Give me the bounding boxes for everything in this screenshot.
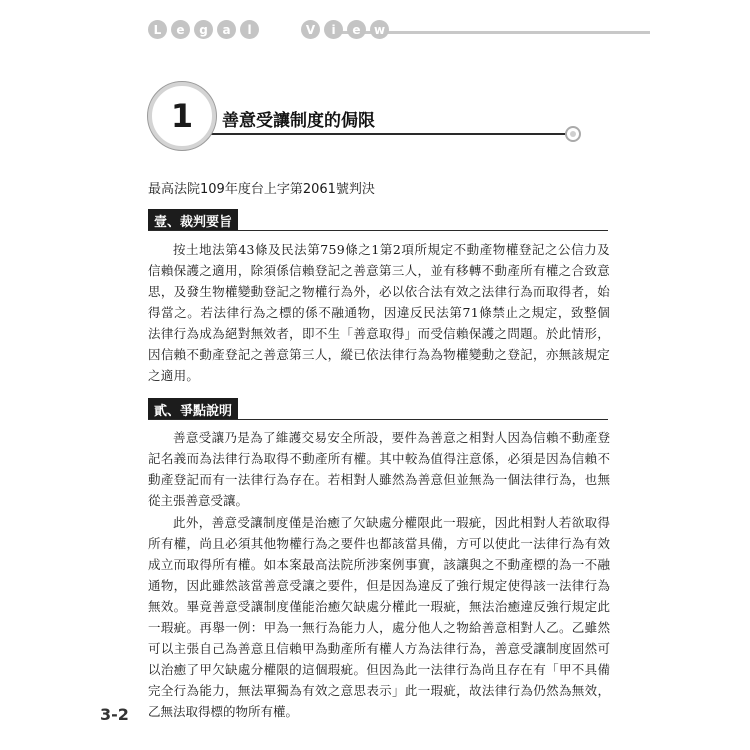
header-letter: a [217,20,236,39]
chapter-number: 1 [170,97,194,135]
issue-paragraph: 此外，善意受讓制度僅是治癒了欠缺處分權限此一瑕疵，因此相對人若欲取得所有權，尚且必須其他物權行為之要件也都該當具備，方可以使此一法律行為有效成立而取得所有權。如本案最高法院所涉案例事實，該讓與之不動產標的為一不融通物，因此雖然該當善意受讓之要件，但是因為違反了強行規定使得該一法律行為無效。畢竟善意受讓制度僅能治癒欠缺處分權此一瑕疵，無法治癒違反強行規定此一瑕疵。再舉一例：甲為一無行為能力人，處分他人之物給善意相對人乙。乙雖然可以主張自己為善意且信賴甲為動產所有權人方為法律行為，善意受讓制度固然可以治癒了甲欠缺處分權限的這個瑕疵。但因為此一法律行為尚且存在有「甲不具備完全行為能力，無法單獨為有效之意思表示」此一瑕疵，故法律行為仍然為無效，乙無法取得標的物所有權。 [148,515,610,719]
header-logo-legal-view [148,20,393,39]
header-letter: L [148,20,167,39]
header-letter: e [347,20,366,39]
chapter-rule-end-dot [565,126,581,142]
section-heading-summary: 壹、裁判要旨 [148,209,238,231]
chapter-title-rule [205,133,570,135]
header-letter: g [194,20,213,39]
page-number: 3-2 [100,705,129,724]
header-letter: w [370,20,389,39]
header-letter: l [240,20,259,39]
case-reference: 最高法院109年度台上字第2061號判決 [148,182,375,197]
summary-paragraph: 按土地法第43條及民法第759條之1第2項所規定不動產物權登記之公信力及信賴保護之適用，除須係信賴登記之善意第三人，並有移轉不動產所有權之合致意思，及發生物權變動登記之物權行為外，必以依合法有效之法律行為而取得者，始得當之。若法律行為之標的係不融通物，因違反民法第71條禁止之規定，致整個法律行為成為絕對無效者，即不生「善意取得」而受信賴保護之問題。於此情形，因信賴不動產登記之善意第三人，縱已依法律行為為物權變動之登記，亦無該規定之適用。 [148,242,610,383]
header-letter: V [301,20,320,39]
issue-paragraph: 善意受讓乃是為了維護交易安全所設，要件為善意之相對人因為信賴不動產登記名義而為法律行為取得不動產所有權。其中較為值得注意係，必須是因為信賴不動產登記而有一法律行為存在。若相對人雖然為善意但並無為一個法律行為，也無從主張善意受讓。 [148,430,610,508]
section-heading-issue: 貳、爭點說明 [148,398,238,420]
header-letter: i [324,20,343,39]
chapter-number-badge [148,82,216,150]
section-rule [148,419,608,420]
chapter-title: 善意受讓制度的侷限 [222,111,375,131]
running-header [148,20,650,44]
section-rule [148,230,608,231]
header-letter: e [171,20,190,39]
